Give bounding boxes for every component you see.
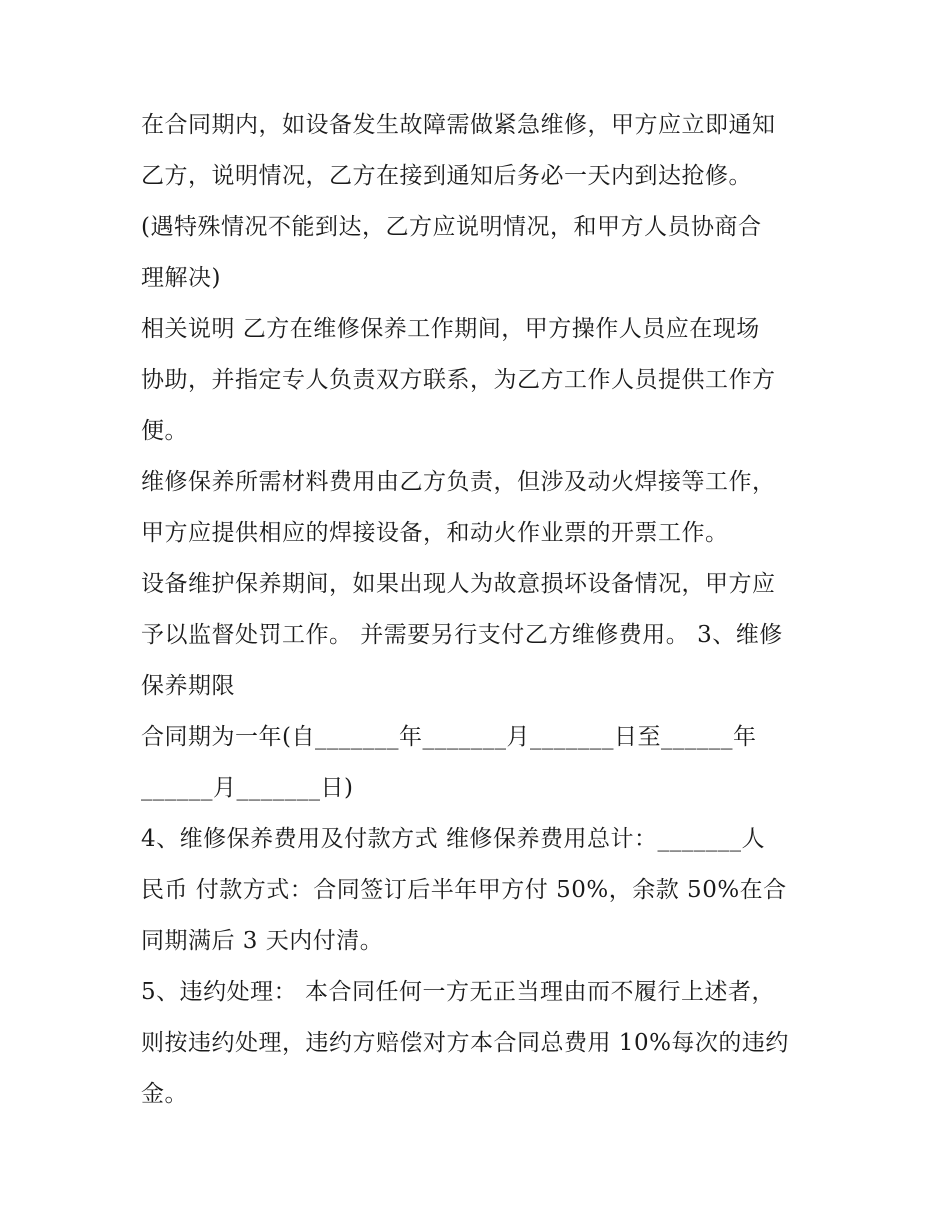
- text-line: 设备维护保养期间，如果出现人为故意损坏设备情况，甲方应: [141, 571, 776, 597]
- text-line: 4、维修保养费用及付款方式 维修保养费用总计：_______人: [141, 826, 765, 852]
- text-line: 金。: [141, 1081, 188, 1107]
- text-line: 乙方，说明情况，乙方在接到通知后务必一天内到达抢修。: [141, 163, 752, 189]
- text-line: 维修保养所需材料费用由乙方负责，但涉及动火焊接等工作，: [141, 469, 776, 495]
- text-line: 便。: [141, 418, 188, 444]
- text-line: 民币 付款方式：合同签订后半年甲方付 50%，余款 50%在合: [141, 877, 787, 903]
- text-line: 在合同期内，如设备发生故障需做紧急维修，甲方应立即通知: [141, 112, 776, 138]
- text-line: 5、违约处理： 本合同任何一方无正当理由而不履行上述者，: [141, 979, 775, 1005]
- document-body: [141, 100, 821, 1120]
- text-line: 相关说明 乙方在维修保养工作期间，甲方操作人员应在现场: [141, 316, 760, 342]
- text-line: ______月_______日): [141, 775, 354, 801]
- text-line: 合同期为一年(自_______年_______月_______日至______年: [141, 724, 757, 750]
- text-line: 则按违约处理，违约方赔偿对方本合同总费用 10%每次的违约: [141, 1030, 789, 1056]
- text-line: 予以监督处罚工作。 并需要另行支付乙方维修费用。 3、维修: [141, 622, 783, 648]
- text-line: 理解决): [141, 265, 221, 291]
- text-line: 同期满后 3 天内付清。: [141, 928, 384, 954]
- text-line: 甲方应提供相应的焊接设备，和动火作业票的开票工作。: [141, 520, 729, 546]
- text-line: 协助，并指定专人负责双方联系，为乙方工作人员提供工作方: [141, 367, 776, 393]
- text-line: (遇特殊情况不能到达，乙方应说明情况，和甲方人员协商合: [141, 214, 762, 240]
- text-line: 保养期限: [141, 673, 235, 699]
